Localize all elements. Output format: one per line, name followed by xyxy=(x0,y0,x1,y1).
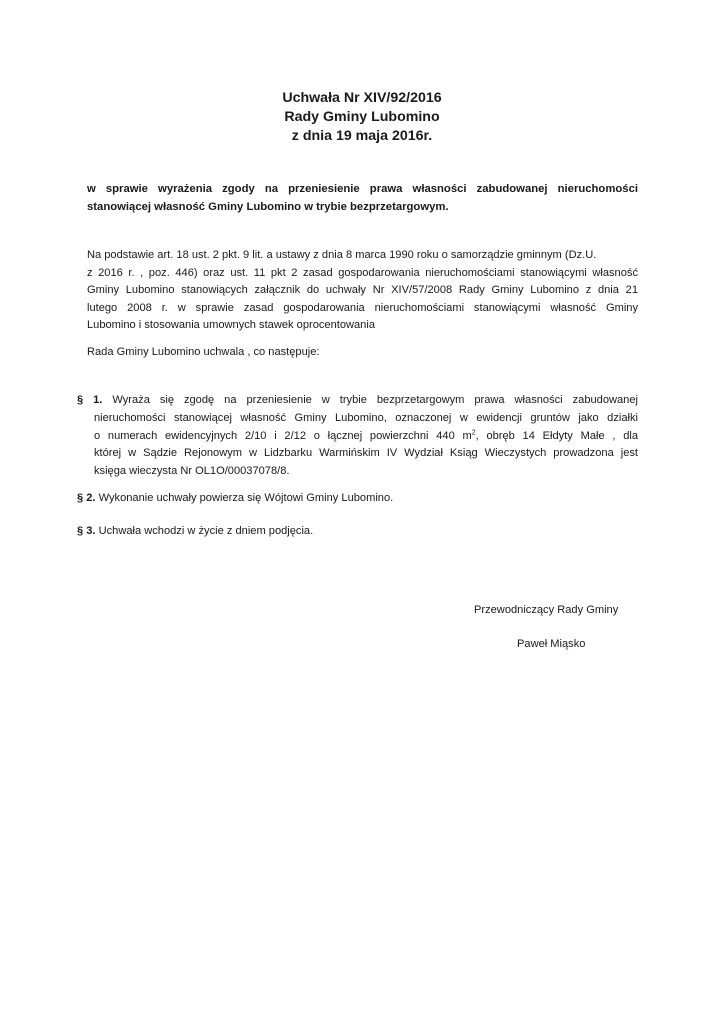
legal-basis-line: Gminy Lubomino stanowiących załącznik do uchwały Nr XIV/57/2008 Rady Gminy Lubomino z dnia 21 xyxy=(87,284,638,296)
subject-line: w sprawie wyrażenia zgody na przeniesienie prawa własności zabudowanej nieruchomości xyxy=(87,183,638,195)
paragraph-2-text: Wykonanie uchwały powierza się Wójtowi Gminy Lubomino. xyxy=(98,492,394,504)
paragraph-1-line xyxy=(77,428,638,446)
paragraph-symbol: § 3. xyxy=(77,525,96,537)
resolves-statement: Rada Gminy Lubomino uchwala , co następuje: xyxy=(87,346,320,358)
area-unit-superscript: 2 xyxy=(471,428,476,436)
paragraph-1 xyxy=(77,392,638,481)
paragraph-symbol: § 1. xyxy=(77,394,103,406)
paragraph-1-line: której w Sądzie Rejonowym w Lidzbarku Warmińskim IV Wydział Ksiąg Wieczystych prowadzona jest xyxy=(94,447,638,460)
subject-line: stanowiącej własność Gminy Lubomino w trybie bezprzetargowym. xyxy=(87,201,449,213)
paragraph-2 xyxy=(77,490,638,508)
signatory-name: Paweł Miąsko xyxy=(517,638,586,650)
signatory-role: Przewodniczący Rady Gminy xyxy=(474,604,619,616)
resolution-number: Uchwała Nr XIV/92/2016 xyxy=(282,90,442,106)
paragraph-3-text: Uchwała wchodzi w życie z dniem podjęcia. xyxy=(98,525,314,537)
document-title xyxy=(0,89,724,146)
legal-basis-paragraph xyxy=(87,247,638,335)
paragraph-3 xyxy=(77,523,638,541)
legal-basis-line: z 2016 r. , poz. 446) oraz ust. 11 pkt 2 zasad gospodarowania nieruchomościami stanowiącymi własność xyxy=(87,266,638,279)
area-text: o numerach ewidencyjnych 2/10 i 2/12 o łącznej powierzchni 440 m xyxy=(94,429,472,442)
paragraph-1-text: Wyraża się zgodę na przeniesienie w trybie bezprzetargowym prawa własności zabudowanej xyxy=(112,394,638,406)
paragraph-symbol: § 2. xyxy=(77,492,96,504)
resolution-date: z dnia 19 maja 2016r. xyxy=(291,128,433,144)
legal-basis-line: lutego 2008 r. w sprawie zasad gospodarowania nieruchomościami stanowiącymi własność Gminy xyxy=(87,301,638,314)
council-name: Rady Gminy Lubomino xyxy=(284,109,440,125)
paragraph-1-line: nieruchomości stanowiącej własność Gminy Lubomino, oznaczonej w ewidencji gruntów jako działki xyxy=(94,411,638,424)
paragraph-1-line xyxy=(77,392,638,410)
resolution-subject xyxy=(87,180,638,216)
legal-basis-line: Lubomino i stosowania umownych stawek oprocentowania xyxy=(87,319,375,331)
legal-basis-line: Na podstawie art. 18 ust. 2 pkt. 9 lit. a ustawy z dnia 8 marca 1990 roku o samorządzie gminnym (Dz.U. xyxy=(87,249,597,261)
paragraph-1-line: księga wieczysta Nr OL1O/00037078/8. xyxy=(94,465,290,478)
area-text-continued: , obręb 14 Ełdyty Małe , dla xyxy=(475,429,638,442)
